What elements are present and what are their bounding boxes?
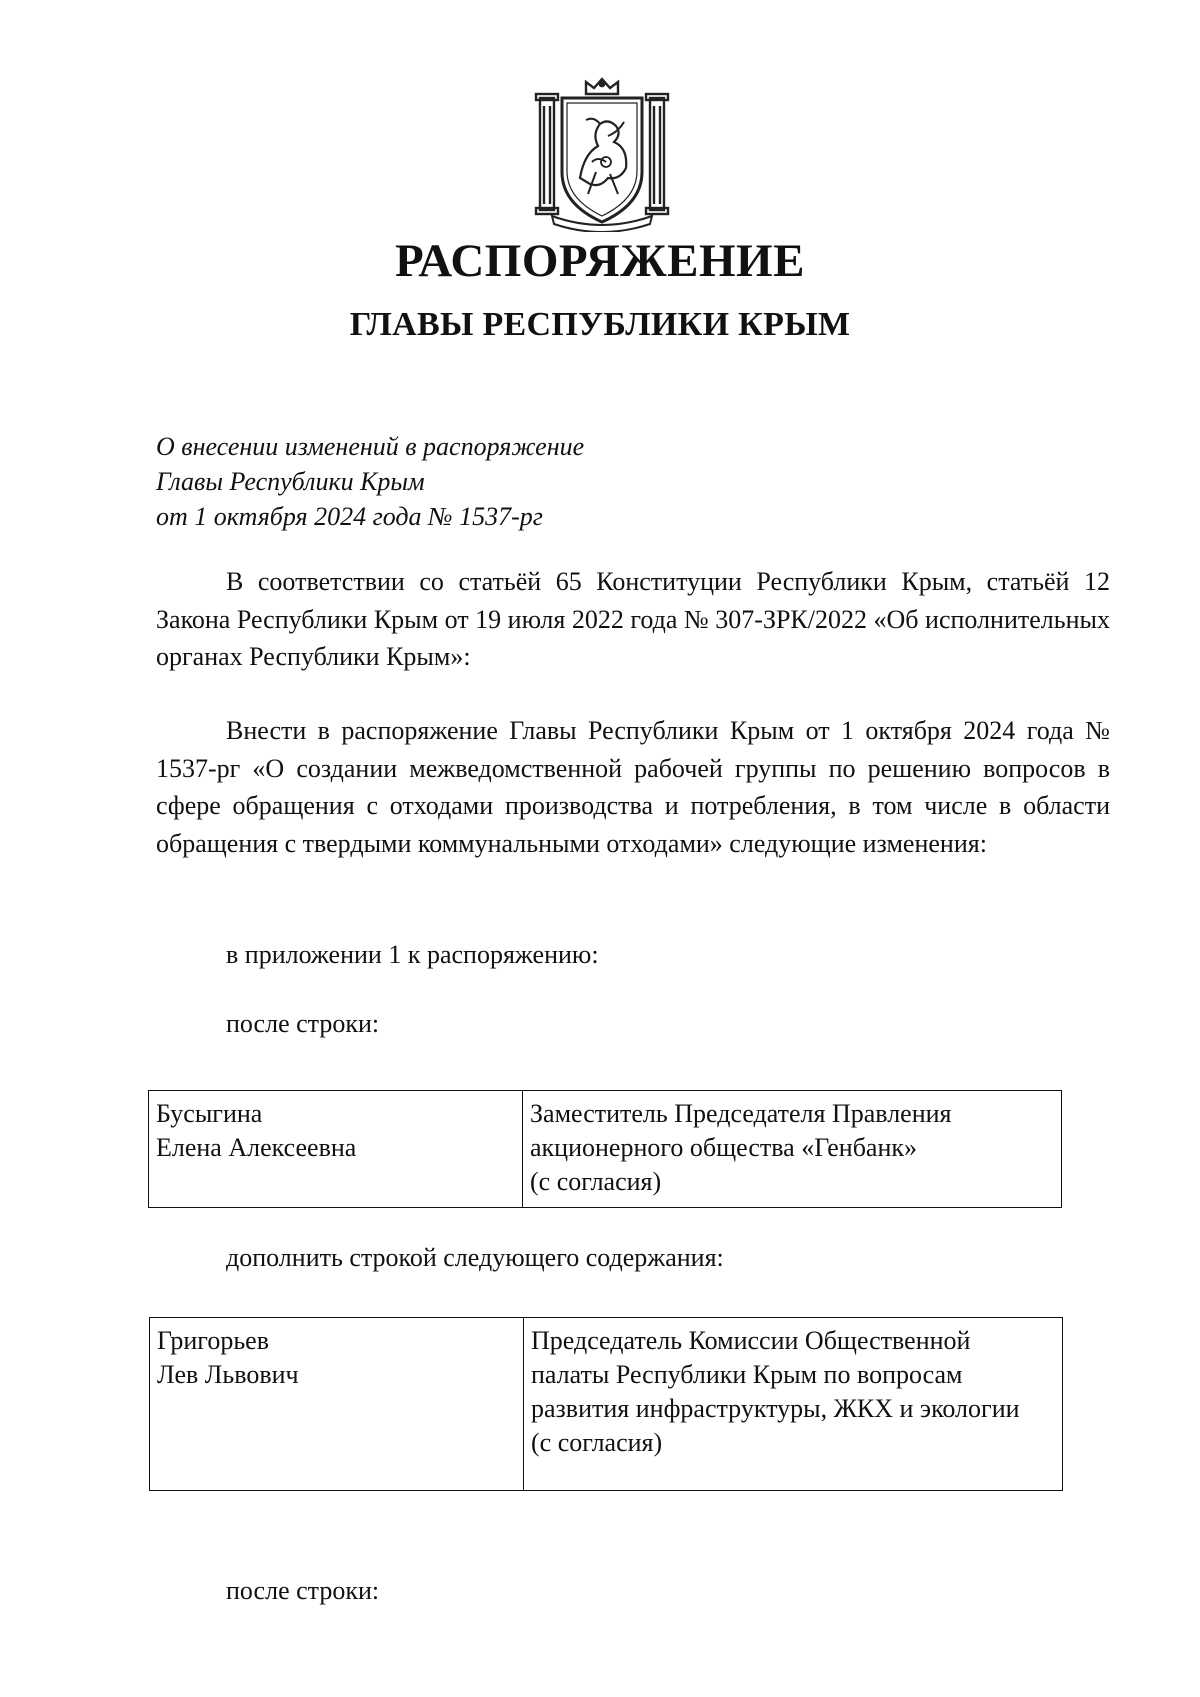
member-position-cell bbox=[524, 1318, 1063, 1491]
subject-line-3: от 1 октября 2024 года № 1537-рг bbox=[156, 502, 543, 531]
position-line: (с согласия) bbox=[530, 1167, 662, 1196]
legal-basis-paragraph: В соответствии со статьёй 65 Конституции Республики Крым, статьёй 12 Закона Республики Крым от 19 июля 2022 года № 307-ЗРК/2022 «Об исполнительных органах Республики Крым»: bbox=[156, 567, 1110, 671]
member-given-names: Елена Алексеевна bbox=[156, 1133, 357, 1162]
new-member-table bbox=[149, 1317, 1063, 1491]
add-line-label: дополнить строкой следующего содержания: bbox=[226, 1243, 724, 1272]
annex-line: в приложении 1 к распоряжению: bbox=[226, 940, 599, 969]
after-line-label: после строки: bbox=[226, 1009, 380, 1038]
document-title: РАСПОРЯЖЕНИЕ bbox=[395, 235, 805, 287]
subject-line-1: О внесении изменений в распоряжение bbox=[156, 432, 585, 461]
crimea-coat-of-arms-icon bbox=[534, 76, 670, 232]
position-line: палаты Республики Крым по вопросам bbox=[531, 1360, 963, 1389]
existing-member-table bbox=[148, 1090, 1062, 1208]
position-line: Заместитель Председателя Правления bbox=[530, 1099, 952, 1128]
member-surname: Бусыгина bbox=[156, 1099, 263, 1128]
member-position-cell bbox=[523, 1091, 1062, 1208]
table-row bbox=[150, 1318, 1063, 1491]
position-line: (с согласия) bbox=[531, 1428, 663, 1457]
member-name-cell bbox=[150, 1318, 524, 1491]
after-line-label-2: после строки: bbox=[226, 1576, 380, 1605]
position-line: Председатель Комиссии Общественной bbox=[531, 1326, 971, 1355]
member-given-names: Лев Львович bbox=[157, 1360, 299, 1389]
position-line: развития инфраструктуры, ЖКХ и экологии bbox=[531, 1394, 1020, 1423]
subject-line-2: Главы Республики Крым bbox=[156, 467, 425, 496]
document-subject bbox=[156, 429, 584, 534]
table-row bbox=[149, 1091, 1062, 1208]
member-surname: Григорьев bbox=[157, 1326, 269, 1355]
position-line: акционерного общества «Генбанк» bbox=[530, 1133, 918, 1162]
document-subtitle: ГЛАВЫ РЕСПУБЛИКИ КРЫМ bbox=[349, 306, 851, 343]
order-paragraph: Внести в распоряжение Главы Республики Крым от 1 октября 2024 года № 1537-рг «О создании межведомственной рабочей группы по решению вопросов в сфере обращения с отходами производства и потребления, в том числе в области обращения с твердыми коммунальными отходами» следующие изменения: bbox=[156, 716, 1110, 858]
member-name-cell bbox=[149, 1091, 523, 1208]
